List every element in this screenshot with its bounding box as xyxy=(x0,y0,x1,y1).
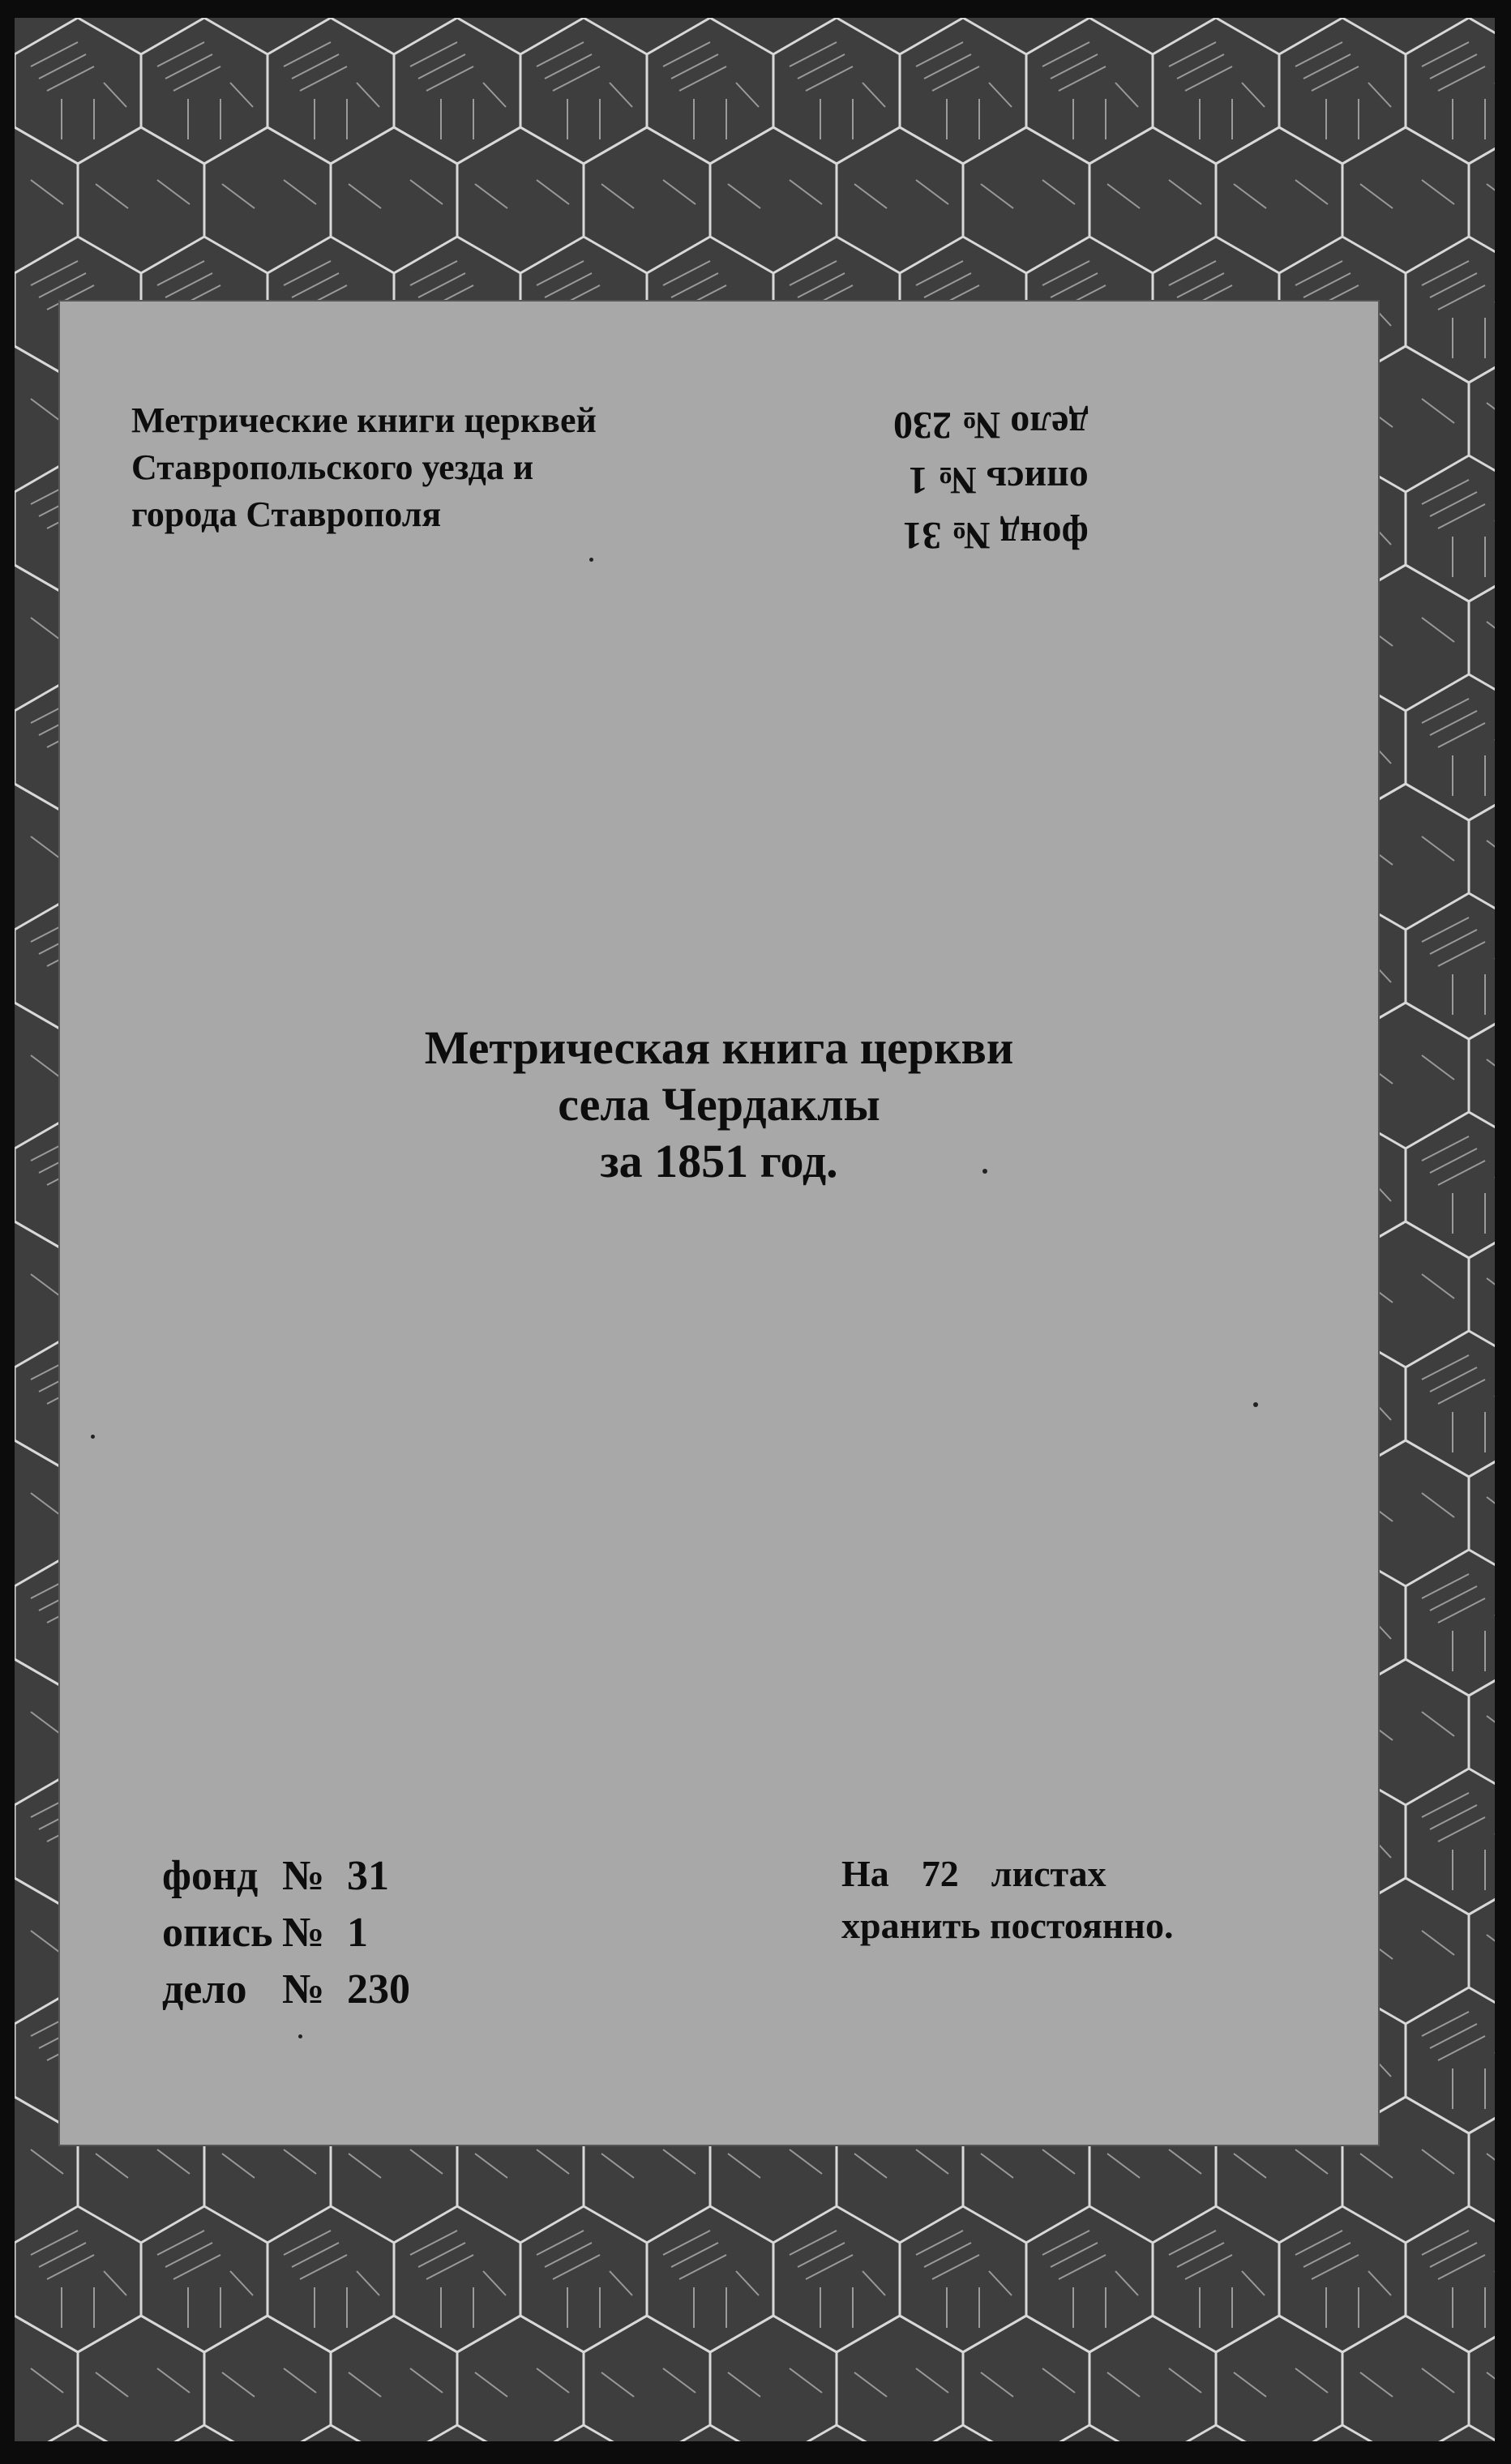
sheets-prefix: На xyxy=(841,1853,889,1894)
opis-row xyxy=(162,1905,410,1961)
fond-label: фонд xyxy=(162,1853,259,1899)
delo-value: 230 xyxy=(347,1966,410,2013)
opis-label: опись xyxy=(162,1910,273,1956)
delo-row xyxy=(162,1961,410,2018)
collection-title xyxy=(131,397,597,538)
number-sign: № xyxy=(282,1853,325,1899)
paper-speck xyxy=(982,1169,987,1174)
title-line: Метрическая книга церкви xyxy=(424,1021,1014,1074)
collection-line: Ставропольского уезда и xyxy=(131,447,534,487)
collection-line: города Ставрополя xyxy=(131,494,442,534)
title-line: за 1851 год. xyxy=(600,1135,838,1187)
archive-label-sheet xyxy=(58,300,1380,2146)
collection-line: Метрические книги церквей xyxy=(131,400,597,440)
inverted-stamp-line: фонд № 31 xyxy=(902,514,1089,557)
paper-speck xyxy=(298,2034,302,2038)
paper-speck xyxy=(91,1435,95,1439)
opis-value: 1 xyxy=(347,1910,368,1956)
inverted-archive-stamp xyxy=(893,397,1089,563)
inverted-stamp-line: дело № 230 xyxy=(893,404,1089,447)
fond-value: 31 xyxy=(347,1853,389,1899)
fond-row xyxy=(162,1848,410,1905)
sheets-suffix: листах xyxy=(991,1853,1106,1894)
document-title xyxy=(58,1020,1380,1190)
title-line: села Чердаклы xyxy=(558,1078,880,1131)
paper-speck xyxy=(589,558,593,562)
sheet-count-line xyxy=(841,1848,1173,1900)
delo-label: дело xyxy=(162,1966,247,2013)
storage-note: хранить постоянно. xyxy=(841,1905,1174,1946)
paper-speck xyxy=(1253,1402,1258,1407)
sheet-count-block xyxy=(841,1848,1173,1952)
number-sign: № xyxy=(282,1910,325,1956)
archive-reference xyxy=(162,1848,410,2018)
number-sign: № xyxy=(282,1966,325,2013)
inverted-stamp-line: опись № 1 xyxy=(908,459,1089,502)
sheets-count: 72 xyxy=(921,1853,959,1894)
